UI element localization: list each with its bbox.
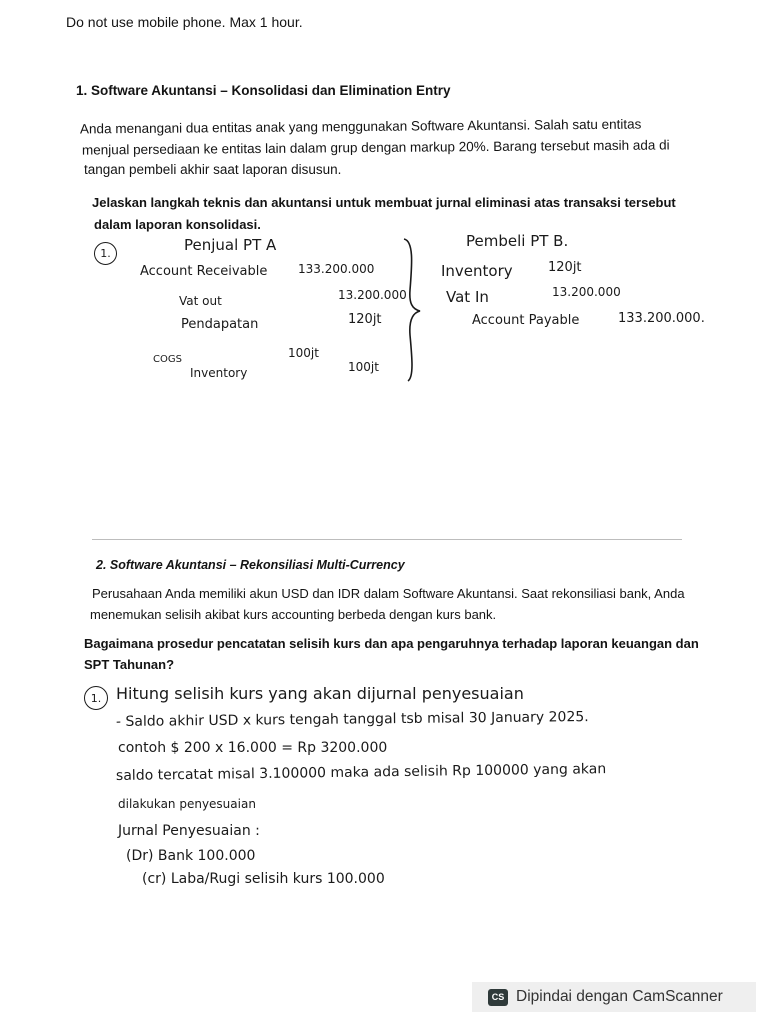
curly-brace bbox=[398, 235, 424, 385]
question-2-body-line: Perusahaan Anda memiliki akun USD dan IDR dalam Software Akuntansi. Saat rekonsiliasi bank, Anda bbox=[92, 586, 685, 601]
buyer-entry-amount: 133.200.000. bbox=[618, 311, 705, 326]
question-1-prompt-line: Jelaskan langkah teknis dan akuntansi untuk membuat jurnal eliminasi atas transaksi tersebut bbox=[92, 195, 676, 210]
seller-entry-account: Pendapatan bbox=[181, 317, 259, 332]
seller-heading: Penjual PT A bbox=[184, 236, 277, 254]
inventory-label: Inventory bbox=[190, 366, 248, 380]
buyer-entry-amount: 120jt bbox=[548, 260, 582, 275]
inventory-amount: 100jt bbox=[348, 360, 379, 374]
buyer-entry-account: Inventory bbox=[441, 262, 513, 280]
question-1-body-line: Anda menangani dua entitas anak yang menggunakan Software Akuntansi. Salah satu entitas bbox=[79, 116, 642, 137]
answer-2-line: dilakukan penyesuaian bbox=[118, 797, 256, 811]
buyer-heading: Pembeli PT B. bbox=[466, 232, 569, 250]
question-2-title: 2. Software Akuntansi – Rekonsiliasi Multi-Currency bbox=[96, 558, 405, 572]
question-2-prompt-line: Bagaimana prosedur pencatatan selisih kurs dan apa pengaruhnya terhadap laporan keuangan dan bbox=[84, 636, 699, 651]
cogs-amount: 100jt bbox=[288, 346, 319, 360]
answer-2-line: - Saldo akhir USD x kurs tengah tanggal tsb misal 30 January 2025. bbox=[115, 709, 589, 730]
seller-entry-amount: 133.200.000 bbox=[298, 262, 375, 276]
camscanner-watermark bbox=[472, 982, 756, 1012]
seller-entry-amount: 13.200.000 bbox=[338, 288, 407, 302]
cogs-label: COGS bbox=[153, 354, 182, 365]
answer-2-line: saldo tercatat misal 3.100000 maka ada selisih Rp 100000 yang akan bbox=[115, 761, 607, 784]
section-divider bbox=[92, 539, 682, 540]
question-1-body-line: menjual persediaan ke entitas lain dalam grup dengan markup 20%. Barang tersebut masih ada di bbox=[81, 137, 670, 158]
answer-1-number: 1. bbox=[94, 242, 117, 265]
answer-2-line: (Dr) Bank 100.000 bbox=[126, 848, 256, 864]
seller-entry-account: Vat out bbox=[179, 294, 222, 308]
question-1-body-line: tangan pembeli akhir saat laporan disusun. bbox=[84, 162, 342, 177]
answer-2-line: Hitung selisih kurs yang akan dijurnal penyesuaian bbox=[116, 684, 524, 703]
buyer-entry-account: Vat In bbox=[446, 288, 489, 306]
answer-2-line: contoh $ 200 x 16.000 = Rp 3200.000 bbox=[118, 740, 388, 756]
exam-instruction: Do not use mobile phone. Max 1 hour. bbox=[66, 14, 303, 30]
question-1-title: 1. Software Akuntansi – Konsolidasi dan Elimination Entry bbox=[76, 83, 451, 98]
answer-2-number: 1. bbox=[84, 686, 108, 710]
answer-2-line: (cr) Laba/Rugi selisih kurs 100.000 bbox=[142, 871, 385, 887]
camscanner-logo-icon: CS bbox=[488, 989, 508, 1006]
answer-2-line: Jurnal Penyesuaian : bbox=[118, 823, 260, 839]
camscanner-text: Dipindai dengan CamScanner bbox=[516, 988, 723, 1005]
seller-entry-amount: 120jt bbox=[348, 312, 382, 327]
question-1-prompt-line: dalam laporan konsolidasi. bbox=[94, 217, 261, 232]
buyer-entry-amount: 13.200.000 bbox=[552, 285, 621, 299]
question-2-body-line: menemukan selisih akibat kurs accounting berbeda dengan kurs bank. bbox=[90, 607, 497, 622]
question-2-prompt-line: SPT Tahunan? bbox=[84, 657, 175, 672]
buyer-entry-account: Account Payable bbox=[472, 313, 580, 328]
seller-entry-account: Account Receivable bbox=[140, 264, 268, 279]
